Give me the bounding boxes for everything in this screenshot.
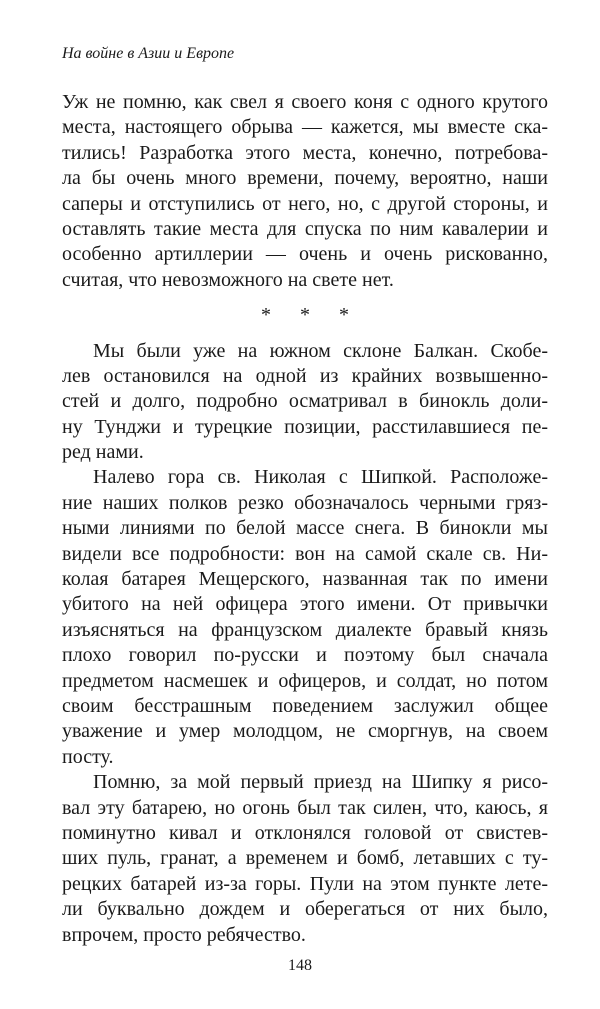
text-line: Помню, за мой первый приезд на Шипку я рисо-: [93, 771, 548, 794]
text-line: лев остановился на одной из крайних возвышенно-: [62, 364, 548, 387]
text-line: плохо говорил по-русски и поэтому был сначала: [62, 644, 548, 667]
text-line: ну Тунджи и турецкие позиции, расстилавшиеся пе-: [62, 415, 548, 438]
text-line: рецких батарей из-за горы. Пули на этом пункте лете-: [62, 872, 548, 895]
text-line: ла бы очень много времени, почему, вероятно, наши: [62, 167, 548, 190]
paragraph-2: [62, 339, 548, 466]
text-line: убитого на ней офицера этого имени. От привычки: [62, 593, 548, 616]
text-line: ными линиями по белой массе снега. В бинокли мы: [62, 517, 548, 540]
paragraph-1: [62, 90, 548, 293]
text-line: оставлять такие места для спуска по ним кавалерии и: [62, 217, 548, 240]
section-divider: * * *: [261, 304, 361, 327]
text-line: стей и долго, подробно осматривал в бинокль доли-: [62, 390, 548, 413]
text-line: уважение и умер молодцом, не сморгнув, на своем: [62, 720, 548, 743]
page-number: 148: [288, 957, 312, 974]
text-line: ние наших полков резко обозначалось черными гряз-: [62, 491, 548, 514]
text-line: особенно артиллерии — очень и очень рискованно,: [62, 243, 548, 266]
text-line: считая, что невозможного на свете нет.: [62, 268, 394, 291]
text-line: видели все подробности: вон на самой скале св. Ни-: [62, 542, 548, 565]
text-line: ших пуль, гранат, а временем и бомб, летавших с ту-: [62, 847, 548, 870]
text-line: посту.: [62, 745, 114, 768]
body-text: [62, 90, 548, 948]
text-line: Уж не помню, как свел я своего коня с одного крутого: [62, 91, 548, 113]
text-line: тились! Разработка этого места, конечно, потребова-: [62, 141, 548, 164]
text-line: ред нами.: [62, 441, 144, 464]
text-line: места, настоящего обрыва — кажется, мы вместе ска-: [62, 116, 548, 139]
text-line: впрочем, просто ребячество.: [62, 923, 306, 946]
text-line: Налево гора св. Николая с Шипкой. Расположе-: [93, 466, 548, 489]
text-line: колая батарея Мещерского, названная так по имени: [62, 568, 548, 591]
text-line: поминутно кивал и отклонялся головой от свистев-: [62, 821, 548, 844]
text-line: своим бесстрашным поведением заслужил общее: [62, 694, 548, 717]
text-line: предметом насмешек и офицеров, и солдат, но потом: [62, 669, 548, 692]
text-line: изъясняться на французском диалекте бравый князь: [62, 618, 548, 641]
text-line: Мы были уже на южном склоне Балкан. Скобе-: [93, 339, 548, 362]
text-line: вал эту батарею, но огонь был так силен, что, каюсь, я: [62, 796, 548, 819]
text-line: ли буквально дождем и оберегаться от них было,: [62, 898, 548, 921]
running-head-title: На войне в Азии и Европе: [62, 45, 235, 62]
paragraph-4: [62, 770, 548, 948]
text-line: саперы и отступились от него, но, с другой стороны, и: [62, 192, 548, 215]
paragraph-3: [62, 465, 548, 770]
